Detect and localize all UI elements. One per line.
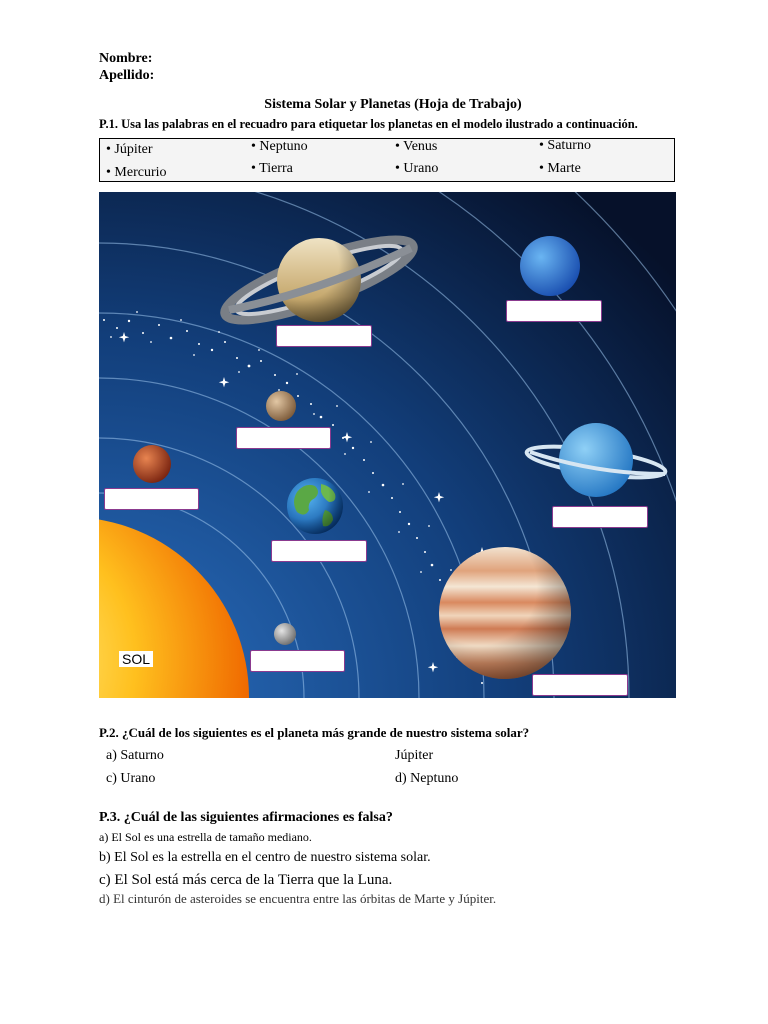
word-mercurio: • Mercurio — [106, 165, 167, 180]
word-jupiter: • Júpiter — [106, 142, 153, 157]
planet-mars — [133, 445, 171, 483]
question-2-prompt: P.2. ¿Cuál de los siguientes es el planeta más grande de nuestro sistema solar? — [99, 725, 530, 740]
label-box-mercury[interactable] — [250, 650, 345, 672]
word-neptuno: • Neptuno — [251, 139, 308, 154]
q3-option-b[interactable]: b) El Sol es la estrella en el centro de nuestro sistema solar. — [99, 850, 431, 865]
label-box-earth[interactable] — [271, 540, 367, 562]
sun-label: SOL — [119, 651, 153, 667]
q2-option-c[interactable]: c) Urano — [106, 771, 156, 786]
label-box-saturn[interactable] — [276, 325, 372, 347]
label-box-mars[interactable] — [104, 488, 199, 510]
word-marte: • Marte — [539, 161, 581, 176]
q2-option-d[interactable]: d) Neptuno — [395, 771, 459, 786]
solar-system-illustration — [99, 192, 676, 698]
word-urano: • Urano — [395, 161, 439, 176]
q3-option-d[interactable]: d) El cinturón de asteroides se encuentra entre las órbitas de Marte y Júpiter. — [99, 891, 497, 906]
q3-option-a[interactable]: a) El Sol es una estrella de tamaño mediano. — [99, 830, 312, 844]
name-label: Nombre: — [99, 51, 153, 66]
label-box-venus[interactable] — [236, 427, 331, 449]
question-1-prompt: P.1. Usa las palabras en el recuadro para etiquetar los planetas en el modelo ilustrado a continuación. — [99, 117, 638, 131]
worksheet-title: Sistema Solar y Planetas (Hoja de Trabajo) — [264, 97, 522, 112]
planet-mercury — [274, 623, 296, 645]
q2-option-b[interactable]: Júpiter — [395, 748, 434, 763]
word-bank — [99, 138, 675, 182]
label-box-neptune[interactable] — [506, 300, 602, 322]
label-box-jupiter[interactable] — [532, 674, 628, 696]
word-tierra: • Tierra — [251, 161, 293, 176]
question-3-prompt: P.3. ¿Cuál de las siguientes afirmaciones es falsa? — [99, 810, 393, 825]
planet-venus — [266, 391, 296, 421]
planet-jupiter — [439, 547, 571, 679]
q2-option-a[interactable]: a) Saturno — [106, 748, 164, 763]
word-saturno: • Saturno — [539, 138, 591, 153]
label-box-uranus[interactable] — [552, 506, 648, 528]
surname-label: Apellido: — [99, 68, 155, 83]
planet-earth — [287, 478, 343, 534]
planet-neptune — [520, 236, 580, 296]
q3-option-c[interactable]: c) El Sol está más cerca de la Tierra que la Luna. — [99, 872, 393, 888]
solar-system-drawing — [99, 192, 676, 698]
word-venus: • Venus — [395, 139, 438, 154]
